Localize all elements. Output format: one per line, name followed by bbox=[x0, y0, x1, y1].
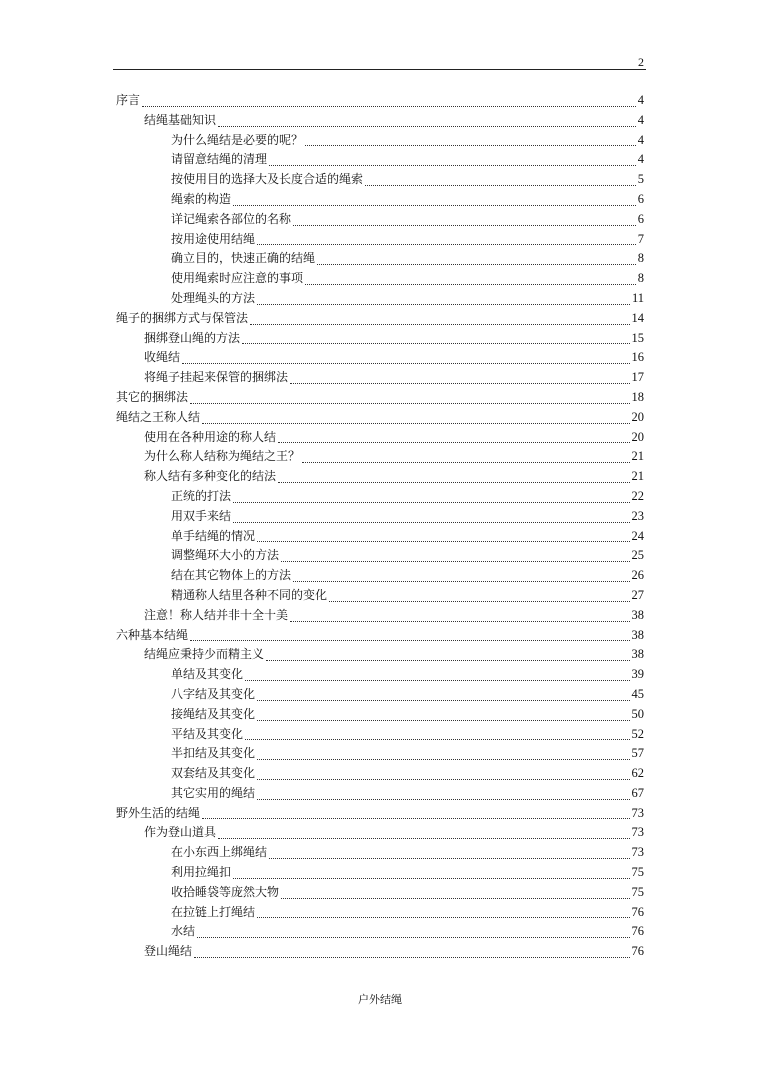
toc-entry-page: 21 bbox=[631, 469, 644, 484]
toc-entry[interactable] bbox=[116, 348, 644, 368]
toc-entry-page: 38 bbox=[631, 607, 644, 622]
dot-leader bbox=[302, 454, 629, 463]
toc-entry[interactable] bbox=[116, 883, 644, 903]
toc-entry-page: 73 bbox=[631, 805, 644, 820]
toc-entry-page: 15 bbox=[631, 330, 644, 345]
dot-leader bbox=[233, 494, 629, 503]
dot-leader bbox=[218, 830, 629, 839]
dot-leader bbox=[365, 177, 636, 186]
dot-leader bbox=[245, 731, 629, 740]
toc-entry-title: 结绳应秉持少而精主义 bbox=[144, 647, 265, 662]
toc-entry[interactable] bbox=[116, 170, 644, 190]
toc-entry-title: 为什么称人结称为绳结之王？ bbox=[144, 449, 301, 464]
toc-entry-page: 8 bbox=[637, 251, 644, 266]
toc-entry-title: 收拾睡袋等庞然大物 bbox=[171, 884, 280, 899]
dot-leader bbox=[269, 157, 636, 166]
toc-entry-page: 18 bbox=[631, 389, 644, 404]
toc-entry-title: 水结 bbox=[171, 924, 196, 939]
toc-entry-title: 半扣结及其变化 bbox=[171, 746, 256, 761]
toc-entry[interactable] bbox=[116, 744, 644, 764]
toc-entry-title: 注意！称人结并非十全十美 bbox=[144, 607, 289, 622]
toc-entry[interactable] bbox=[116, 111, 644, 131]
toc-entry-title: 精通称人结里各种不同的变化 bbox=[171, 587, 328, 602]
toc-entry-title: 调整绳环大小的方法 bbox=[171, 548, 280, 563]
toc-entry-page: 76 bbox=[631, 924, 644, 939]
toc-entry-title: 收绳结 bbox=[144, 350, 181, 365]
toc-entry-title: 绳子的捆绑方式与保管法 bbox=[116, 310, 249, 325]
toc-entry-title: 绳索的构造 bbox=[171, 191, 232, 206]
toc-entry-title: 按用途使用结绳 bbox=[171, 231, 256, 246]
dot-leader bbox=[142, 98, 636, 107]
dot-leader bbox=[278, 474, 629, 483]
dot-leader bbox=[190, 395, 629, 404]
toc-entry-page: 73 bbox=[631, 845, 644, 860]
toc-entry-page: 22 bbox=[631, 488, 644, 503]
dot-leader bbox=[278, 434, 629, 443]
toc-entry[interactable] bbox=[116, 863, 644, 883]
toc-entry-title: 为什么绳结是必要的呢？ bbox=[171, 132, 304, 147]
toc-entry-page: 26 bbox=[631, 568, 644, 583]
toc-entry-title: 按使用目的选择大及长度合适的绳索 bbox=[171, 172, 364, 187]
toc-entry-page: 23 bbox=[631, 508, 644, 523]
dot-leader bbox=[257, 751, 629, 760]
toc-entry-page: 45 bbox=[631, 686, 644, 701]
dot-leader bbox=[182, 355, 629, 364]
toc-entry-title: 使用绳索时应注意的事项 bbox=[171, 271, 304, 286]
toc-entry-title: 六种基本结绳 bbox=[116, 627, 189, 642]
toc-entry-page: 57 bbox=[631, 746, 644, 761]
toc-entry[interactable] bbox=[116, 368, 644, 388]
toc-entry[interactable] bbox=[116, 823, 644, 843]
toc-entry[interactable] bbox=[116, 725, 644, 745]
toc-entry-page: 39 bbox=[631, 667, 644, 682]
dot-leader bbox=[293, 217, 636, 226]
toc-entry-page: 50 bbox=[631, 706, 644, 721]
dot-leader bbox=[305, 276, 636, 285]
toc-entry[interactable] bbox=[116, 329, 644, 349]
toc-entry-title: 正统的打法 bbox=[171, 488, 232, 503]
toc-entry[interactable] bbox=[116, 606, 644, 626]
dot-leader bbox=[257, 791, 629, 800]
toc-entry[interactable] bbox=[116, 685, 644, 705]
toc-entry[interactable] bbox=[116, 645, 644, 665]
dot-leader bbox=[257, 712, 629, 721]
dot-leader bbox=[250, 316, 629, 325]
toc-entry-page: 62 bbox=[631, 766, 644, 781]
toc-entry-title: 其它实用的绳结 bbox=[171, 785, 256, 800]
toc-entry-page: 75 bbox=[631, 865, 644, 880]
dot-leader bbox=[290, 375, 629, 384]
toc-entry-title: 用双手来结 bbox=[171, 508, 232, 523]
toc-entry[interactable] bbox=[116, 447, 644, 467]
toc-entry-page: 5 bbox=[637, 172, 644, 187]
toc-entry-page: 75 bbox=[631, 884, 644, 899]
toc-entry[interactable] bbox=[116, 408, 644, 428]
toc-entry-title: 平结及其变化 bbox=[171, 726, 244, 741]
toc-entry-page: 38 bbox=[631, 627, 644, 642]
dot-leader bbox=[257, 236, 636, 245]
dot-leader bbox=[329, 593, 629, 602]
dot-leader bbox=[197, 929, 629, 938]
toc-entry[interactable] bbox=[116, 705, 644, 725]
toc-entry-page: 76 bbox=[631, 944, 644, 959]
toc-entry[interactable] bbox=[116, 626, 644, 646]
toc-entry-page: 20 bbox=[631, 409, 644, 424]
dot-leader bbox=[202, 810, 629, 819]
toc-entry[interactable] bbox=[116, 91, 644, 111]
toc-entry-page: 4 bbox=[637, 152, 644, 167]
toc-entry-title: 在小东西上绑绳结 bbox=[171, 845, 268, 860]
toc-entry-title: 捆绑登山绳的方法 bbox=[144, 330, 241, 345]
toc-entry[interactable] bbox=[116, 269, 644, 289]
dot-leader bbox=[281, 553, 629, 562]
toc-entry[interactable] bbox=[116, 507, 644, 527]
dot-leader bbox=[305, 137, 636, 146]
toc-entry[interactable] bbox=[116, 804, 644, 824]
toc-entry-page: 11 bbox=[631, 290, 644, 305]
dot-leader bbox=[245, 672, 629, 681]
toc-entry[interactable] bbox=[116, 665, 644, 685]
toc-entry[interactable] bbox=[116, 942, 644, 962]
dot-leader bbox=[293, 573, 629, 582]
toc-entry[interactable] bbox=[116, 566, 644, 586]
toc-entry-title: 请留意结绳的清理 bbox=[171, 152, 268, 167]
page-number: 2 bbox=[638, 55, 644, 69]
toc-entry-title: 八字结及其变化 bbox=[171, 686, 256, 701]
toc-entry-title: 单手结绳的情况 bbox=[171, 528, 256, 543]
dot-leader bbox=[202, 415, 629, 424]
header-rule bbox=[113, 69, 646, 70]
dot-leader bbox=[257, 296, 630, 305]
toc-entry-title: 处理绳头的方法 bbox=[171, 290, 256, 305]
toc-entry[interactable] bbox=[116, 210, 644, 230]
dot-leader bbox=[233, 514, 629, 523]
dot-leader bbox=[281, 890, 629, 899]
toc-entry-page: 20 bbox=[631, 429, 644, 444]
table-of-contents bbox=[116, 91, 644, 962]
toc-entry-title: 登山绳结 bbox=[144, 944, 193, 959]
dot-leader bbox=[317, 256, 636, 265]
toc-entry[interactable] bbox=[116, 546, 644, 566]
dot-leader bbox=[257, 909, 629, 918]
toc-entry-title: 绳结之王称人结 bbox=[116, 409, 201, 424]
dot-leader bbox=[194, 949, 629, 958]
dot-leader bbox=[218, 118, 636, 127]
toc-entry-page: 67 bbox=[631, 785, 644, 800]
toc-entry[interactable] bbox=[116, 190, 644, 210]
toc-entry-page: 73 bbox=[631, 825, 644, 840]
dot-leader bbox=[257, 533, 629, 542]
toc-entry[interactable] bbox=[116, 922, 644, 942]
toc-entry-title: 其它的捆绑法 bbox=[116, 389, 189, 404]
toc-entry-page: 14 bbox=[631, 310, 644, 325]
toc-entry-page: 27 bbox=[631, 587, 644, 602]
toc-entry-page: 24 bbox=[631, 528, 644, 543]
toc-entry-page: 4 bbox=[637, 112, 644, 127]
toc-entry-title: 在拉链上打绳结 bbox=[171, 904, 256, 919]
toc-entry[interactable] bbox=[116, 843, 644, 863]
toc-entry-title: 野外生活的结绳 bbox=[116, 805, 201, 820]
toc-entry[interactable] bbox=[116, 764, 644, 784]
toc-entry-page: 76 bbox=[631, 904, 644, 919]
dot-leader bbox=[242, 335, 629, 344]
toc-entry[interactable] bbox=[116, 903, 644, 923]
toc-entry-title: 将绳子挂起来保管的捆绑法 bbox=[144, 370, 289, 385]
toc-entry[interactable] bbox=[116, 527, 644, 547]
toc-entry[interactable] bbox=[116, 487, 644, 507]
dot-leader bbox=[266, 652, 629, 661]
toc-entry-page: 25 bbox=[631, 548, 644, 563]
dot-leader bbox=[233, 197, 636, 206]
dot-leader bbox=[233, 870, 629, 879]
toc-entry-page: 4 bbox=[637, 132, 644, 147]
toc-entry-page: 4 bbox=[637, 93, 644, 107]
toc-entry[interactable] bbox=[116, 309, 644, 329]
toc-entry[interactable] bbox=[116, 249, 644, 269]
toc-entry-page: 38 bbox=[631, 647, 644, 662]
toc-entry-page: 21 bbox=[631, 449, 644, 464]
toc-entry-page: 6 bbox=[637, 211, 644, 226]
dot-leader bbox=[257, 692, 629, 701]
dot-leader bbox=[190, 632, 629, 641]
toc-entry-page: 7 bbox=[637, 231, 644, 246]
toc-entry-title: 作为登山道具 bbox=[144, 825, 217, 840]
toc-entry-title: 称人结有多种变化的结法 bbox=[144, 469, 277, 484]
dot-leader bbox=[290, 613, 629, 622]
toc-entry-page: 16 bbox=[631, 350, 644, 365]
toc-entry-page: 17 bbox=[631, 370, 644, 385]
toc-entry-title: 确立目的，快速正确的结绳 bbox=[171, 251, 316, 266]
toc-entry[interactable] bbox=[116, 131, 644, 151]
toc-entry[interactable] bbox=[116, 467, 644, 487]
toc-entry-title: 序言 bbox=[116, 93, 141, 107]
toc-entry-title: 使用在各种用途的称人结 bbox=[144, 429, 277, 444]
toc-entry-title: 详记绳索各部位的名称 bbox=[171, 211, 292, 226]
dot-leader bbox=[257, 771, 629, 780]
toc-entry[interactable] bbox=[116, 230, 644, 250]
toc-entry[interactable] bbox=[116, 388, 644, 408]
toc-entry[interactable] bbox=[116, 150, 644, 170]
toc-entry-page: 6 bbox=[637, 191, 644, 206]
toc-entry[interactable] bbox=[116, 428, 644, 448]
toc-entry-page: 8 bbox=[637, 271, 644, 286]
dot-leader bbox=[269, 850, 629, 859]
footer-title: 户外结绳 bbox=[358, 993, 402, 1006]
toc-entry[interactable] bbox=[116, 289, 644, 309]
toc-entry[interactable] bbox=[116, 586, 644, 606]
toc-entry-title: 利用拉绳扣 bbox=[171, 865, 232, 880]
toc-entry-title: 结在其它物体上的方法 bbox=[171, 568, 292, 583]
toc-entry-page: 52 bbox=[631, 726, 644, 741]
toc-entry-title: 单结及其变化 bbox=[171, 667, 244, 682]
toc-entry[interactable] bbox=[116, 784, 644, 804]
toc-entry-title: 双套结及其变化 bbox=[171, 766, 256, 781]
toc-entry-title: 结绳基础知识 bbox=[144, 112, 217, 127]
toc-entry-title: 接绳结及其变化 bbox=[171, 706, 256, 721]
